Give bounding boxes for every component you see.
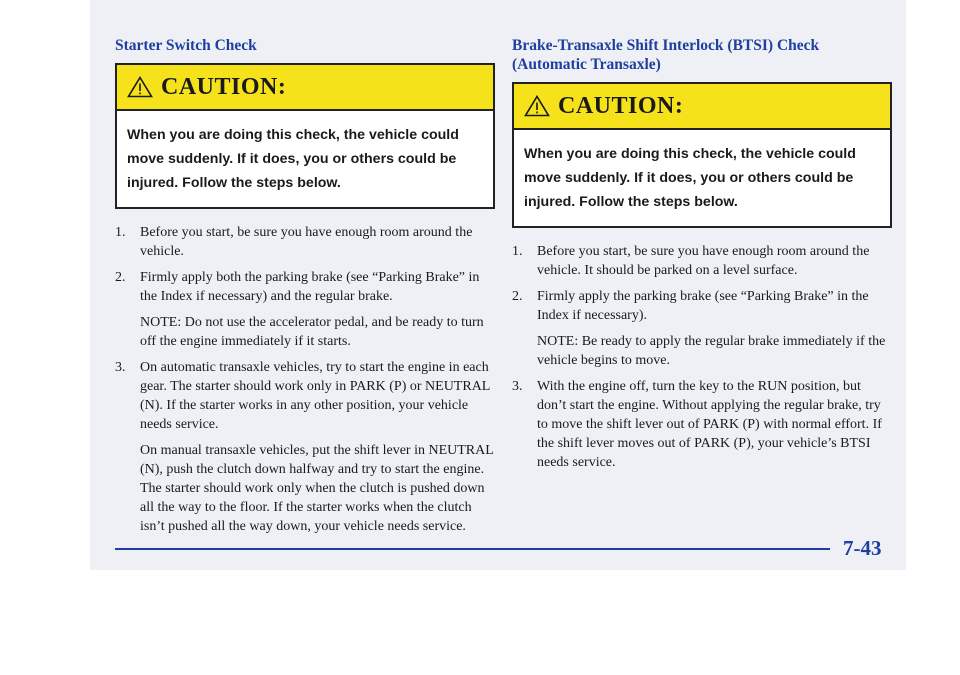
caution-text: When you are doing this check, the vehicle could move suddenly. If it does, you or others could be injured. Follow the steps below. — [127, 127, 459, 191]
step-text: Before you start, be sure you have enough room around the vehicle. It should be parked on a level surface. — [537, 244, 870, 278]
step-text: Firmly apply the parking brake (see “Parking Brake” in the Index if necessary). — [537, 289, 869, 323]
caution-text: When you are doing this check, the vehicle could move suddenly. If it does, you or others could be injured. Follow the steps below. — [524, 146, 856, 210]
step-text: Firmly apply both the parking brake (see “Parking Brake” in the Index if necessary) and the regular brake. — [140, 270, 480, 304]
step-number: 3. — [115, 360, 126, 375]
step-number: 2. — [512, 289, 523, 304]
section-heading-btsi: Brake-Transaxle Shift Interlock (BTSI) Check (Automatic Transaxle) — [512, 37, 820, 73]
warning-triangle-icon — [524, 95, 550, 117]
step-number: 2. — [115, 270, 126, 285]
step-text: On automatic transaxle vehicles, try to start the engine in each gear. The starter should work only in PARK (P) or NEUTRAL (N). If the starter works in any other position, your vehicle needs service. — [140, 360, 490, 432]
step-list — [512, 242, 892, 472]
right-column — [512, 36, 892, 479]
list-item — [512, 242, 892, 280]
caution-title: CAUTION: — [161, 73, 287, 100]
step-text: With the engine off, turn the key to the RUN position, but don’t start the engine. Without applying the regular brake, try to move the shift lever out of PARK (P) with normal effort. If the shift lever moves out of PARK (P), your vehicle’s BTSI needs service. — [537, 379, 882, 470]
page-number: 7-43 — [843, 536, 882, 560]
list-item — [512, 377, 892, 472]
caution-header — [514, 84, 890, 130]
step-note: NOTE: Do not use the accelerator pedal, and be ready to turn off the engine immediately if it starts. — [140, 315, 484, 349]
footer-rule — [115, 548, 830, 550]
list-item — [115, 268, 495, 351]
step-number: 1. — [512, 244, 523, 259]
list-item — [115, 358, 495, 536]
caution-box — [115, 63, 495, 209]
left-column — [115, 36, 495, 543]
step-list — [115, 223, 495, 536]
step-note: NOTE: Be ready to apply the regular brake immediately if the vehicle begins to move. — [537, 334, 886, 368]
caution-box — [512, 82, 892, 228]
step-text: Before you start, be sure you have enough room around the vehicle. — [140, 225, 473, 259]
list-item — [115, 223, 495, 261]
caution-title: CAUTION: — [558, 92, 684, 119]
step-number: 1. — [115, 225, 126, 240]
step-note: On manual transaxle vehicles, put the shift lever in NEUTRAL (N), push the clutch down halfway and try to start the engine. The starter should work only when the clutch is pushed down all the way to the floor. If the starter works when the clutch isn’t pushed all the way down, your vehicle needs service. — [140, 443, 494, 534]
section-heading-starter-switch: Starter Switch Check — [115, 37, 257, 54]
warning-triangle-icon — [127, 76, 153, 98]
caution-header — [117, 65, 493, 111]
step-number: 3. — [512, 379, 523, 394]
list-item — [512, 287, 892, 370]
